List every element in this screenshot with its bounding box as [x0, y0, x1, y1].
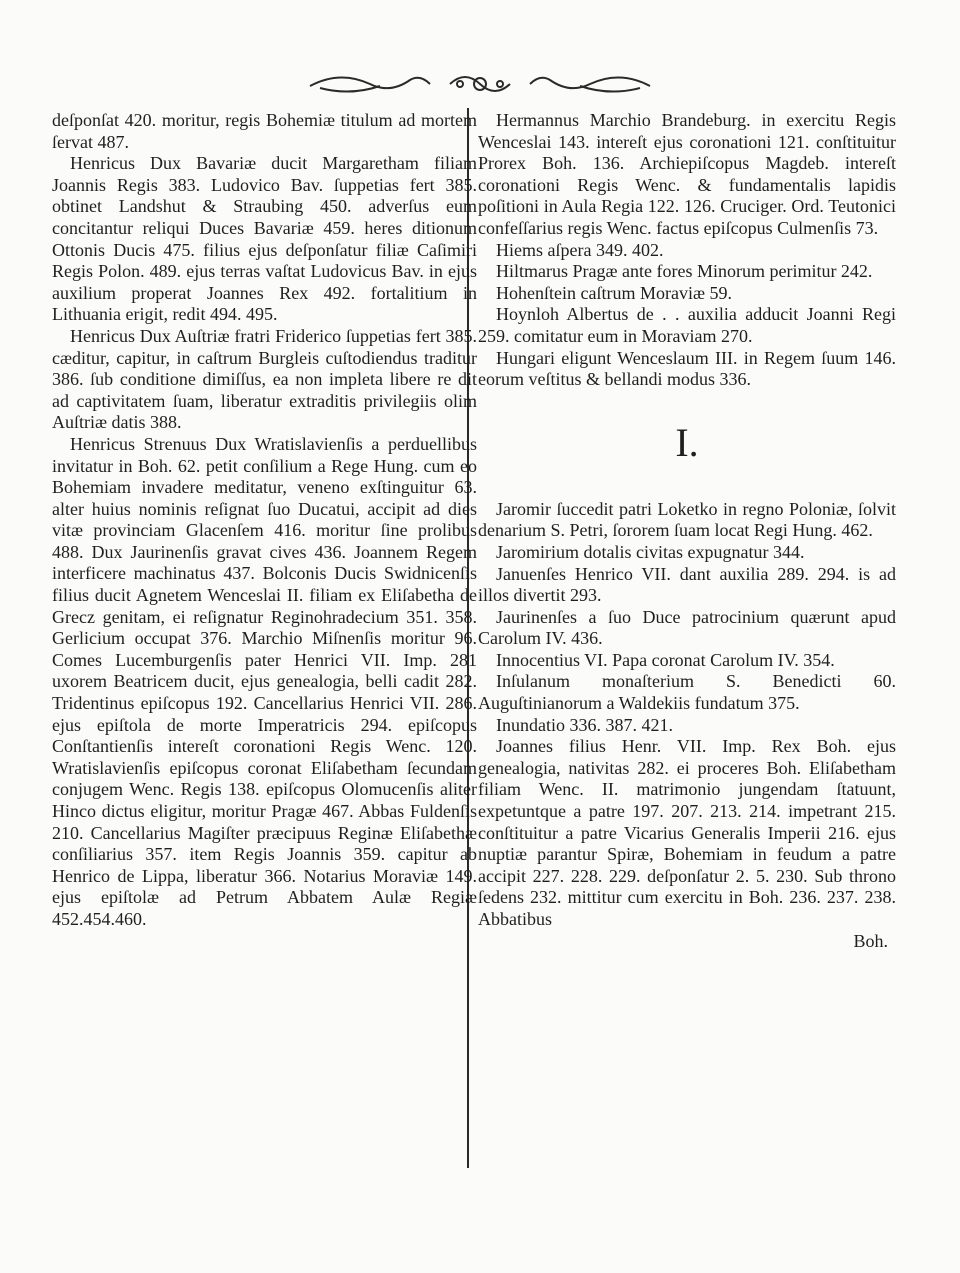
right-entries-before	[478, 110, 896, 391]
index-entry: Henricus Dux Auſtriæ fratri Friderico ſuppetias fert 385. cæditur, capitur, in caſtrum Burgleis cuſtodiendus traditur 386. ſub conditione dimiſſus, ea non impleta libere re dit ad captivitatem ſuam, liberatur extraditis privilegiis olim Auſtriæ datis 388.	[52, 325, 477, 433]
catchword: Boh.	[853, 930, 888, 951]
right-column	[478, 110, 896, 952]
index-entry: Hoynloh Albertus de . . auxilia adducit Joanni Regi 259. comitatur eum in Moraviam 270.	[478, 304, 896, 346]
index-entry: Jaurinenſes a ſuo Duce patrocinium quærunt apud Carolum IV. 436.	[478, 606, 896, 649]
index-entry: Hiltmarus Pragæ ante fores Minorum perimitur 242.	[496, 261, 873, 282]
index-entry: Inſulanum monaſterium S. Benedicti 60. Auguſtinianorum a Waldekiis fundatum 375.	[478, 671, 896, 714]
index-entry: Henricus Dux Bavariæ ducit Margaretham filiam Joannis Regis 383. Ludovico Bav. ſuppetias fert 385. obtinet Landshut & Straubing 450. adverſus eum concitantur reliqui Duces Bavariæ 459. heres ditionum Ottonis Ducis 475. filius ejus deſponſatur filiæ Caſimiri Regis Polon. 489. ejus terras vaſtat Ludovicus Bav. in ejus auxilium properat Joannes Rex 492. fortalitium in Lithuania erigit, redit 494. 495.	[52, 153, 477, 325]
index-entry: Januenſes Henrico VII. dant auxilia 289. 294. is ad illos divertit 293.	[478, 563, 896, 606]
index-entry: Jaromirium dotalis civitas expugnatur 344.	[496, 541, 805, 562]
decorative-flourish-icon	[300, 66, 660, 102]
index-entry: Jaromir ſuccedit patri Loketko in regno Poloniæ, ſolvit denarium S. Petri, ſororem ſuam locat Regi Hung. 462.	[478, 498, 896, 541]
index-entry: Hiems aſpera 349. 402.	[496, 239, 664, 260]
index-entry: Hohenſtein caſtrum Moraviæ 59.	[496, 282, 732, 303]
index-entry: Henricus Strenuus Dux Wratislavienſis a perduellibus invitatur in Boh. 62. petit conſilium a Rege Hung. cum eo Bohemiam invadere meditatur, veneno exſtinguitur 63. alter huius nominis reſignat ſuo Ducatui, accipit ad dies vitæ provinciam Glacenſem 416. moritur ſine prolibus 488. Dux Jaurinenſis gravat cives 436. Joannem Regem interficere machinatus 437. Bolconis Ducis Swidnicenſis filius ducit Agnetem Wenceslai II. filiam ex Eliſabetha de Grecz genitam, ei reſignatur Reginohradecium 351. 358. Gerlicium occupat 376. Marchio Miſnenſis moritur 96. Comes Lucemburgenſis pater Henrici VII. Imp. 281 uxorem Beatricem ducit, ejus genealogia, belli cadit 282. Tridentinus epiſcopus 192. Cancellarius Henrici VII. 286. ejus epiſtola de morte Imperatricis 294. epiſcopus Conſtantienſis intereſt coronationi Regis Wenc. 120. Wratislavienſis epiſcopus coronat Eliſabetham ſecundam conjugem Wenc. Regis 138. epiſcopus Olomucenſis aliter Hinco dictus eligitur, moritur Pragæ 467. Abbas Fuldenſis 210. Cancellarius Magiſter præcipuus Reginæ Eliſabethæ conſiliarius 357. item Regis Joannis 359. capitur ab Henrico de Lippa, liberatur 366. Notarius Moraviæ 149. ejus epiſtolæ ad Petrum Abbatem Aulæ Regiæ 452.454.460.	[52, 433, 477, 929]
left-column	[52, 110, 477, 931]
index-entry: Joannes filius Henr. VII. Imp. Rex Boh. ejus genealogia, nativitas 282. ei proceres Boh. Eliſabetham filiam Wenc. II. matrimonio jungendam ſtatuunt, expetuntque a patre 197. 207. 213. 214. impetrant 215. conſtituitur a patre Vicarius Generalis Imperii 216. ejus nuptiæ parantur Spiræ, Bohemiam in feudum a patre accipit 227. 228. 229. deſponſatur 2. 5. 230. Sub throno ſedens 232. mittitur cum exercitu in Boh. 236. 237. 238. Abbatibus	[478, 736, 896, 929]
section-letter: I.	[675, 419, 699, 465]
right-entries-after	[478, 499, 896, 931]
index-entry: deſponſat 420. moritur, regis Bohemiæ titulum ad mortem ſervat 487.	[52, 110, 477, 152]
index-entry: Hermannus Marchio Brandeburg. in exercitu Regis Wenceslai 143. intereſt ejus coronationi 121. conſtituitur Prorex Boh. 136. Archiepiſcopus Magdeb. intereſt coronationi Regis Wenc. & fundamentalis lapidis poſitioni in Aula Regia 122. 126. Cruciger. Ord. Teutonici confeſſarius regis Wenc. factus epiſcopus Culmenſis 73.	[478, 110, 896, 238]
index-entry: Hungari eligunt Wenceslaum III. in Regem ſuum 146. eorum veſtitus & bellandi modus 336.	[478, 347, 896, 390]
index-entry: Innocentius VI. Papa coronat Carolum IV. 354.	[496, 649, 835, 670]
index-entry: Inundatio 336. 387. 421.	[496, 714, 673, 735]
